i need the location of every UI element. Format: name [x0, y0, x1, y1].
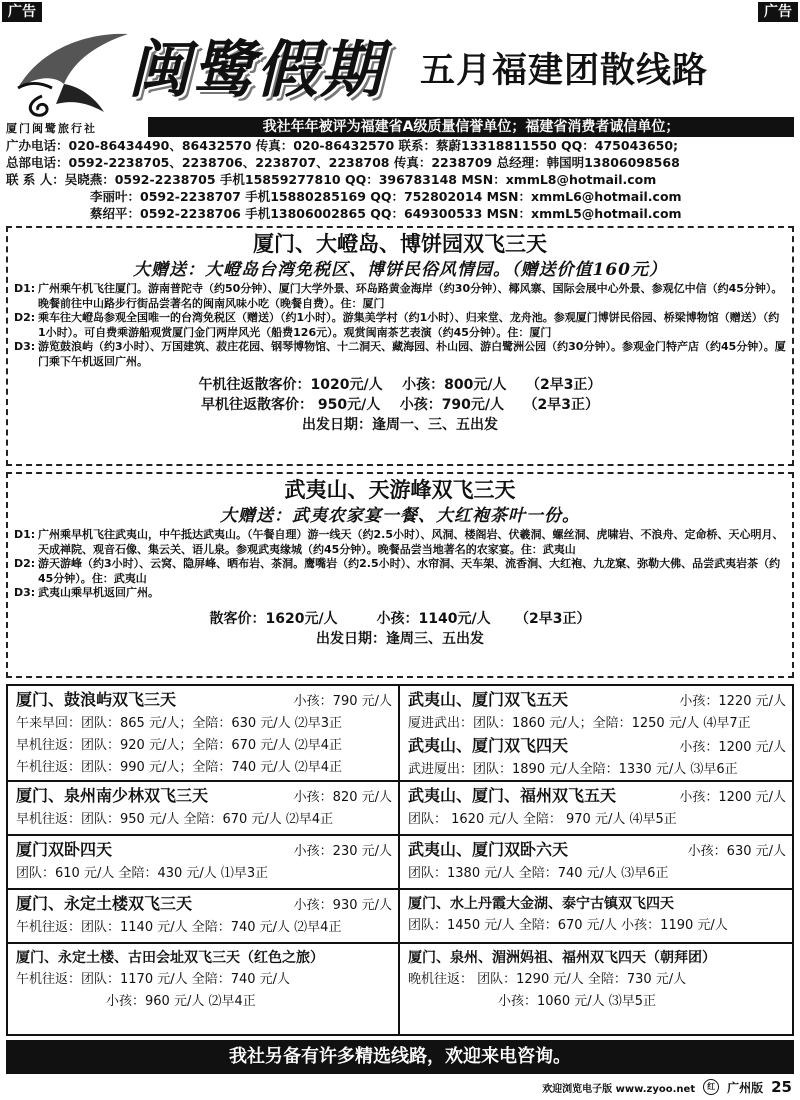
contact-row: 李丽叶：0592-2238707 手机15880285169 QQ：752802014 MSN：xmmL6@hotmail.com — [90, 189, 682, 204]
departure-line: 出发日期：逢周三、五出发 — [316, 630, 484, 647]
table-cell — [400, 782, 792, 836]
day-description: 广州乘午机飞往厦门。游南普陀寺（约50分钟）、厦门大学外景、环岛路黄金海岸（约30分钟）、椰风寨、国际会展中心外景、参观亿中信（约45分钟）。晚餐前往中山路步行街品尝著名的闽南风味小吃（晚餐自费）。 — [38, 282, 783, 310]
newspaper-logo-icon: 红 — [703, 1079, 719, 1095]
route-title: 厦门、大嶝岛、博饼园双飞三天 — [253, 232, 547, 256]
day-label: D3: — [14, 340, 36, 353]
itinerary-day — [8, 557, 792, 586]
table-cell — [8, 944, 398, 1034]
cell-title: 厦门、水上丹霞大金湖、泰宁古镇双飞四天 — [408, 896, 674, 912]
table-column-left — [8, 686, 400, 1034]
itinerary-day — [8, 340, 792, 369]
cell-price-line: 午机往返：团队：1140 元/人 全陪：740 元/人 ⑵早4正 — [16, 920, 342, 935]
table-cell — [400, 686, 792, 782]
table-cell — [8, 836, 398, 890]
cell-price-line: 团队： 1620 元/人 全陪： 970 元/人 ⑷早5正 — [408, 812, 677, 827]
day-text — [38, 311, 786, 340]
cell-title: 厦门、永定土楼、古田会址双飞三天（红色之旅） — [16, 950, 324, 966]
route-box-wuyishan — [6, 472, 794, 678]
itinerary-day — [8, 282, 792, 311]
cell-price-line: 小孩：1060 元/人 ⑶早5正 — [498, 994, 656, 1009]
day-text — [38, 586, 786, 601]
child-price: 小孩：630 元/人 — [687, 844, 786, 859]
child-price: 小孩：790 元/人 — [293, 694, 392, 709]
footer-bar: 我社另备有许多精选线路，欢迎来电咨询。 — [6, 1040, 794, 1074]
cell-price-line: 午来早回：团队：865 元/人；全陪：630 元/人 ⑵早3正 — [16, 716, 343, 731]
route-price-table — [6, 684, 794, 1036]
child-price: 小孩：820 元/人 — [293, 790, 392, 805]
cell-price-line: 厦进武出：团队：1860 元/人；全陪：1250 元/人 ⑷早7正 — [408, 716, 751, 731]
child-price: 小孩：930 元/人 — [293, 898, 392, 913]
cell-title: 武夷山、厦门双飞五天 — [408, 690, 569, 709]
contact-row: 广办电话：020-86434490、86432570 传真：020-86432570 联系：蔡蔚13318811550 QQ：475043650; — [6, 138, 679, 153]
child-price: 小孩：1220 元/人 — [679, 694, 786, 709]
cell-title: 厦门双卧四天 — [16, 840, 113, 859]
edition-label: 广州版 — [727, 1080, 764, 1095]
cell-title: 厦门、泉州、湄洲妈祖、福州双飞四天（朝拜团） — [408, 950, 716, 966]
day-label: D1: — [14, 528, 36, 541]
cell-title: 厦门、鼓浪屿双飞三天 — [16, 690, 177, 709]
day-description: 武夷山乘早机返回广州。 — [38, 586, 159, 599]
cell-price-line: 早机往返：团队：920 元/人；全陪：670 元/人 ⑵早4正 — [16, 738, 343, 753]
cell-title: 武夷山、厦门双飞四天 — [408, 736, 569, 755]
day-text — [38, 528, 786, 557]
contact-block — [6, 137, 796, 222]
slogan-bar: 我社年年被评为福建省A级质量信誉单位；福建省消费者诚信单位； — [148, 117, 794, 137]
headline: 五月福建团散线路 — [420, 51, 709, 91]
cell-price-line: 团队：610 元/人 全陪：430 元/人 ⑴早3正 — [16, 866, 269, 881]
day-lodging: 住：厦门 — [340, 296, 385, 310]
cell-title: 武夷山、厦门双卧六天 — [408, 840, 569, 859]
contact-row: 联 系 人：吴晓燕：0592-2238705 手机15859277810 QQ：396783148 MSN：xmmL8@hotmail.com — [6, 172, 657, 187]
child-price: 小孩：1200 元/人 — [679, 740, 786, 755]
day-label: D2: — [14, 311, 36, 324]
itinerary-day — [8, 586, 792, 601]
cell-title: 武夷山、厦门、福州双飞五天 — [408, 786, 617, 805]
day-label: D3: — [14, 586, 36, 599]
brand-name: 闽鹭假期 — [128, 33, 385, 106]
page-number: 25 — [771, 1078, 792, 1096]
price-line: 散客价：1620元/人 小孩：1140元/人 （2早3正） — [209, 610, 591, 627]
day-text — [38, 340, 786, 369]
agency-name: 厦门闽鹭旅行社 — [6, 122, 97, 135]
day-description: 游览鼓浪屿（约3小时）、万国建筑、菽庄花园、钢琴博物馆、十二洞天、藏海园、朴山园、游白鹭洲公园（约30分钟）。参观金门特产店（约45分钟）。厦门乘下午机返回广州。 — [38, 340, 786, 368]
day-lodging: 住：厦门 — [507, 325, 552, 339]
table-cell — [400, 944, 792, 1034]
cell-price-line: 武进厦出：团队：1890 元/人全陪：1330 元/人 ⑶早6正 — [408, 762, 738, 777]
contact-row: 总部电话：0592-2238705、2238706、2238707、2238708 传真：2238709 总经理：韩国明13806098568 — [6, 155, 680, 170]
ad-tag: 广告 — [758, 2, 798, 22]
price-line: 午机往返散客价：1020元/人 小孩：800元/人 （2早3正） — [198, 377, 602, 393]
egret-logo-icon — [12, 26, 132, 118]
ad-tag: 广告 — [2, 2, 42, 22]
day-description: 乘车往大嶝岛参观全国唯一的台湾免税区（赠送）（约1小时）。游集美学村（约1小时）、归来堂、龙舟池。参观厦门博饼民俗园、桥梁博物馆（赠送）（约1小时）。可自费乘游船观赏厦门金门两岸风光（船费126元）。观赏闽南茶艺表演（约45分钟）。 — [38, 311, 780, 339]
cell-price-line: 团队：1450 元/人 全陪：670 元/人 小孩：1190 元/人 — [408, 918, 728, 933]
page-footer — [542, 1078, 792, 1096]
table-cell — [400, 836, 792, 890]
table-cell — [8, 782, 398, 836]
child-price: 小孩：1200 元/人 — [679, 790, 786, 805]
day-text — [38, 282, 786, 311]
gift-line: 大赠送：武夷农家宴一餐、大红袍茶叶一份。 — [220, 506, 580, 526]
price-line: 早机往返散客价： 950元/人 小孩：790元/人 （2早3正） — [200, 397, 600, 413]
table-cell — [8, 890, 398, 944]
itinerary-day — [8, 311, 792, 340]
cell-price-line: 小孩：960 元/人 ⑵早4正 — [106, 994, 256, 1009]
table-cell — [400, 890, 792, 944]
day-lodging: 住：武夷山 — [91, 571, 147, 585]
cell-price-line: 午机往返：团队：1170 元/人 全陪：740 元/人 — [16, 972, 291, 987]
cell-price-line: 团队：1380 元/人 全陪：740 元/人 ⑶早6正 — [408, 866, 669, 881]
cell-price-line: 晚机往返： 团队：1290 元/人 全陪：730 元/人 — [408, 972, 687, 987]
table-cell — [8, 686, 398, 782]
day-description: 广州乘早机飞往武夷山，中午抵达武夷山。（午餐自理）游一线天（约2.5小时）、风洞、楼阁岩、伏羲洞、螺丝洞、虎啸岩、不浪舟、定命桥、天心明月、天成禅院、观音石像、集云关、语儿泉。参观武夷缘城（约45分钟）。晚餐品尝当地著名的农家宴。 — [38, 528, 784, 556]
day-description: 游天游峰（约3小时）、云窝、隐屏峰、晒布岩、茶洞。鹰嘴岩（约2.5小时）、水帘洞、天车架、流香涧、大红袍、九龙窠、弥勒大佛、品尝武夷岩茶（约45分钟）。 — [38, 557, 781, 585]
day-text — [38, 557, 786, 586]
table-column-right — [400, 686, 792, 1034]
itinerary-day — [8, 528, 792, 557]
cell-price-line: 午机往返：团队：990 元/人；全陪：740 元/人 ⑵早4正 — [16, 760, 343, 775]
day-label: D1: — [14, 282, 36, 295]
day-lodging: 住：武夷山 — [520, 542, 576, 556]
gift-line: 大赠送：大嶝岛台湾免税区、博饼民俗风情园。（赠送价值160元） — [133, 260, 667, 280]
route-title: 武夷山、天游峰双飞三天 — [284, 478, 516, 502]
departure-line: 出发日期：逢周一、三、五出发 — [302, 417, 498, 433]
route-box-xiamen — [6, 226, 794, 466]
contact-row: 蔡绍平：0592-2238706 手机13806002865 QQ：649300533 MSN：xmmL5@hotmail.com — [90, 206, 682, 221]
site-link: 欢迎浏览电子版 www.zyoo.net — [542, 1083, 696, 1095]
child-price: 小孩：230 元/人 — [293, 844, 392, 859]
day-label: D2: — [14, 557, 36, 570]
cell-price-line: 早机往返：团队：950 元/人 全陪：670 元/人 ⑵早4正 — [16, 812, 334, 827]
cell-title: 厦门、泉州南少林双飞三天 — [16, 786, 209, 805]
cell-title: 厦门、永定土楼双飞三天 — [16, 894, 193, 913]
